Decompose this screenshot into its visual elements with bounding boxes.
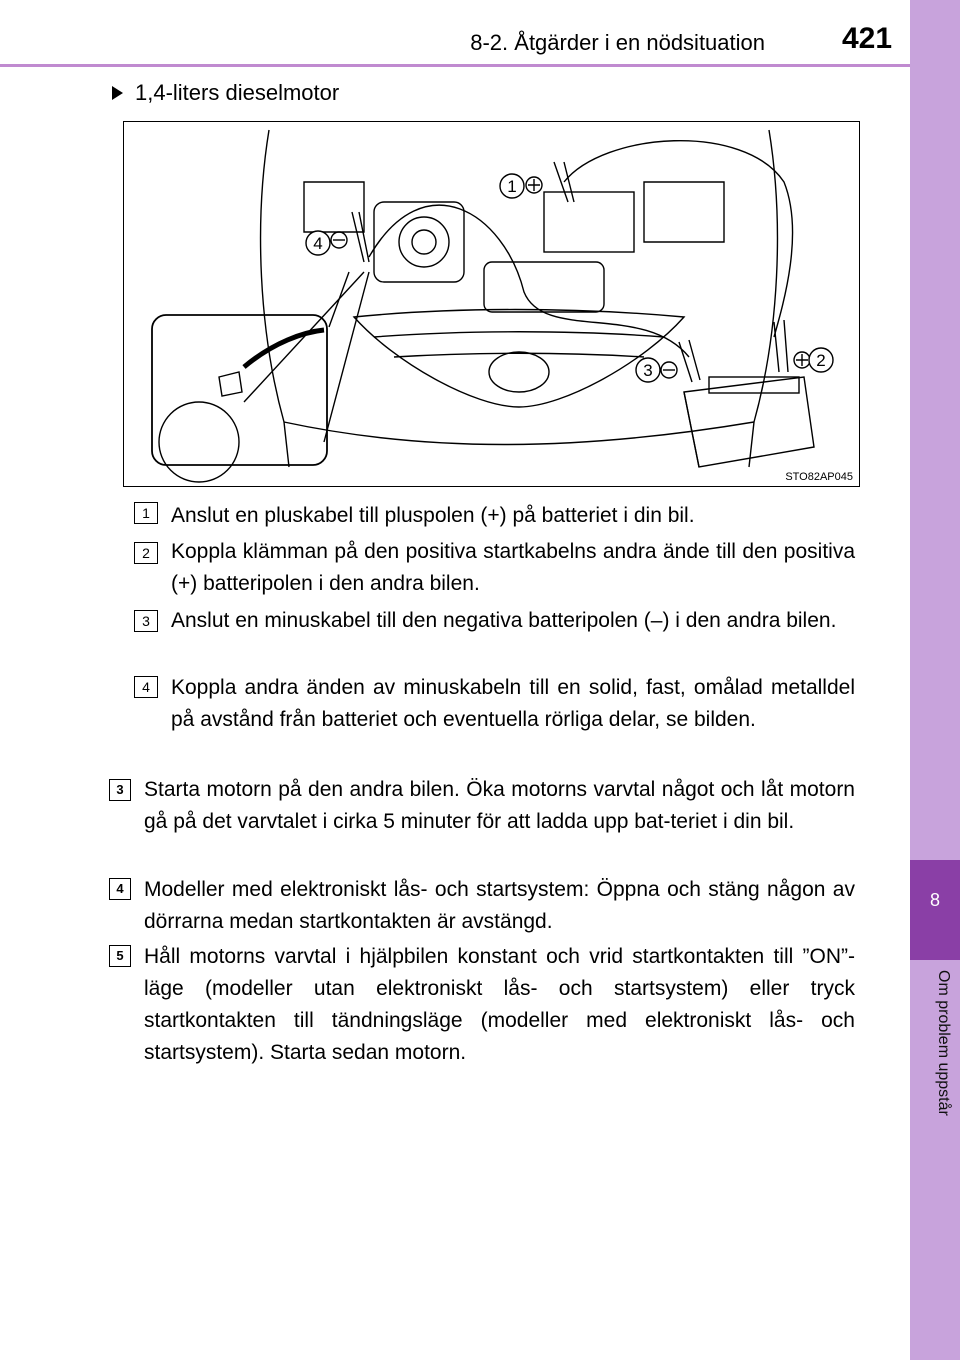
callout-2: 2 (816, 351, 826, 370)
sub-step-3-text: Anslut en minuskabel till den negativa batteripolen (–) i den andra bilen. (171, 609, 837, 632)
subtitle (112, 80, 339, 106)
engine-bay-illustration (124, 122, 858, 485)
chapter-number: 8 (929, 890, 940, 910)
step-3-text: Starta motorn på den andra bilen. Öka motorns varvtal något och låt motorn gå på det varvtalet i cirka 5 minuter för att ladda upp bat-teriet i din bil. (144, 778, 855, 833)
subtitle-text: 1,4-liters dieselmotor (135, 80, 340, 105)
callout-1: 1 (507, 177, 517, 196)
bullet-triangle-icon (112, 86, 123, 100)
sub-step-2-text: Koppla klämman på den positiva startkabelns andra ände till den positiva (+) batteripolen i den andra bilen. (171, 540, 855, 595)
sub-step-1-text: Anslut en pluskabel till pluspolen (+) på batteriet i din bil. (171, 504, 695, 527)
sub-step-4-number: 4 (134, 676, 158, 698)
step-5-number: 5 (109, 945, 131, 967)
header-rule (0, 64, 910, 67)
engine-jumpstart-figure (123, 121, 860, 487)
chapter-side-tab (910, 0, 960, 1360)
figure-code: STO82AP045 (785, 471, 853, 483)
sub-step-3-number: 3 (134, 610, 158, 632)
step-5-text: Håll motorns varvtal i hjälpbilen konstant och vrid startkontakten till ”ON”-läge (modeller utan elektroniskt lås- och startsystem) eller tryck startkontakten till tändningsläge (modeller med elektroniskt lås- och startsystem). Starta sedan motorn. (144, 945, 855, 1064)
callout-3: 3 (643, 361, 653, 380)
chapter-number-box (910, 860, 960, 960)
sub-step-1-number: 1 (134, 502, 158, 524)
step-4-number: 4 (109, 878, 131, 900)
sub-step-2-number: 2 (134, 542, 158, 564)
step-3-number: 3 (109, 779, 131, 801)
step-4-text: Modeller med elektroniskt lås- och startsystem: Öppna och stäng någon av dörrarna medan startkontakten är avstängd. (144, 878, 855, 933)
callout-4: 4 (313, 234, 323, 253)
sub-step-4-text: Koppla andra änden av minuskabeln till en solid, fast, omålad metalldel på avstånd från batteriet och eventuella rörliga delar, se bilden. (171, 676, 855, 731)
page-number: 421 (842, 22, 893, 55)
section-title: 8-2. Åtgärder i en nödsituation (470, 30, 765, 55)
chapter-title: Om problem uppstår (935, 970, 952, 1116)
